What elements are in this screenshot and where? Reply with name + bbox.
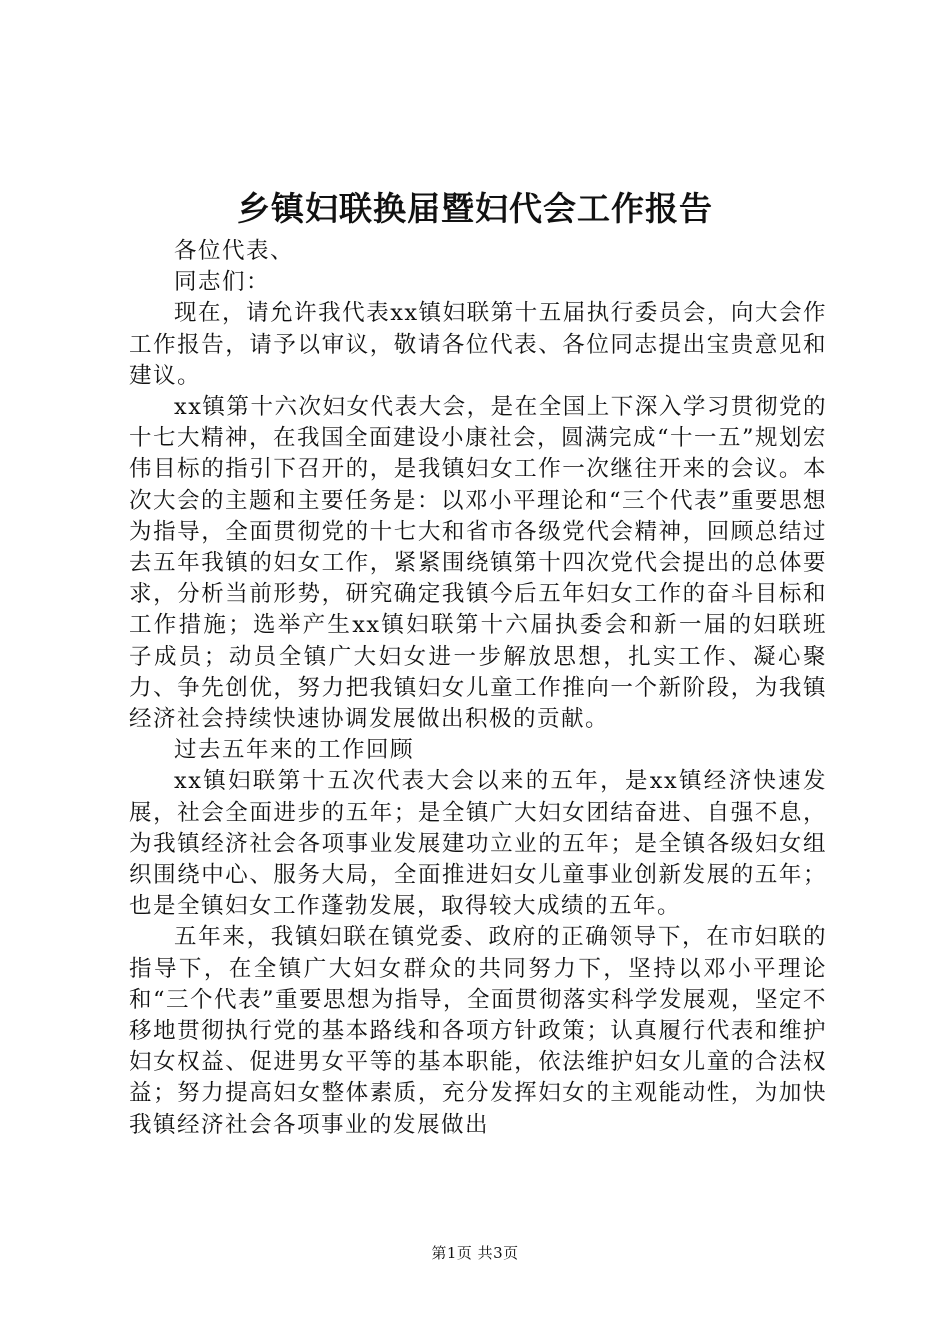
paragraph-intro: 现在，请允许我代表xx镇妇联第十五届执行委员会，向大会作工作报告，请予以审议，敬请各位代表、各位同志提出宝贵意见和建议。 — [129, 300, 827, 389]
paragraph-five-years: xx镇妇联第十五次代表大会以来的五年，是xx镇经济快速发展，社会全面进步的五年；是全镇广大妇女团结奋进、自强不息，为我镇经济社会各项事业发展建功立业的五年；是全镇各级妇女组织围绕中心、服务大局，全面推进妇女儿童事业创新发展的五年；也是全镇妇女工作蓬勃发展，取得较大成绩的五年。 — [129, 768, 827, 920]
document-body — [129, 236, 827, 1141]
salutation-line-1: 各位代表、 — [174, 238, 295, 264]
section-heading-review: 过去五年来的工作回顾 — [174, 737, 415, 764]
page-footer: 第1页 共3页 — [431, 1244, 519, 1262]
paragraph-achievements: 五年来，我镇妇联在镇党委、政府的正确领导下，在市妇联的指导下，在全镇广大妇女群众的共同努力下，坚持以邓小平理论和“三个代表”重要思想为指导，全面贯彻落实科学发展观，坚定不移地贯彻执行党的基本路线和各项方针政策；认真履行代表和维护妇女权益、促进男女平等的基本职能，依法维护妇女儿童的合法权益；努力提高妇女整体素质，充分发挥妇女的主观能动性，为加快我镇经济社会各项事业的发展做出 — [129, 924, 828, 1138]
document-title: 乡镇妇联换届暨妇代会工作报告 — [237, 189, 713, 228]
salutation-line-2: 同志们： — [174, 269, 271, 296]
paragraph-congress-theme: xx镇第十六次妇女代表大会，是在全国上下深入学习贯彻党的十七大精神，在我国全面建设小康社会，圆满完成“十一五”规划宏伟目标的指引下召开的，是我镇妇女工作一次继往开来的会议。本次大会的主题和主要任务是：以邓小平理论和“三个代表”重要思想为指导，全面贯彻党的十七大和省市各级党代会精神，回顾总结过去五年我镇的妇女工作，紧紧围绕镇第十四次党代会提出的总体要求，分析当前形势，研究确定我镇今后五年妇女工作的奋斗目标和工作措施；选举产生xx镇妇联第十六届执委会和新一届的妇联班子成员；动员全镇广大妇女进一步解放思想，扎实工作、凝心聚力、争先创优，努力把我镇妇女儿童工作推向一个新阶段，为我镇经济社会持续快速协调发展做出积极的贡献。 — [129, 394, 828, 733]
